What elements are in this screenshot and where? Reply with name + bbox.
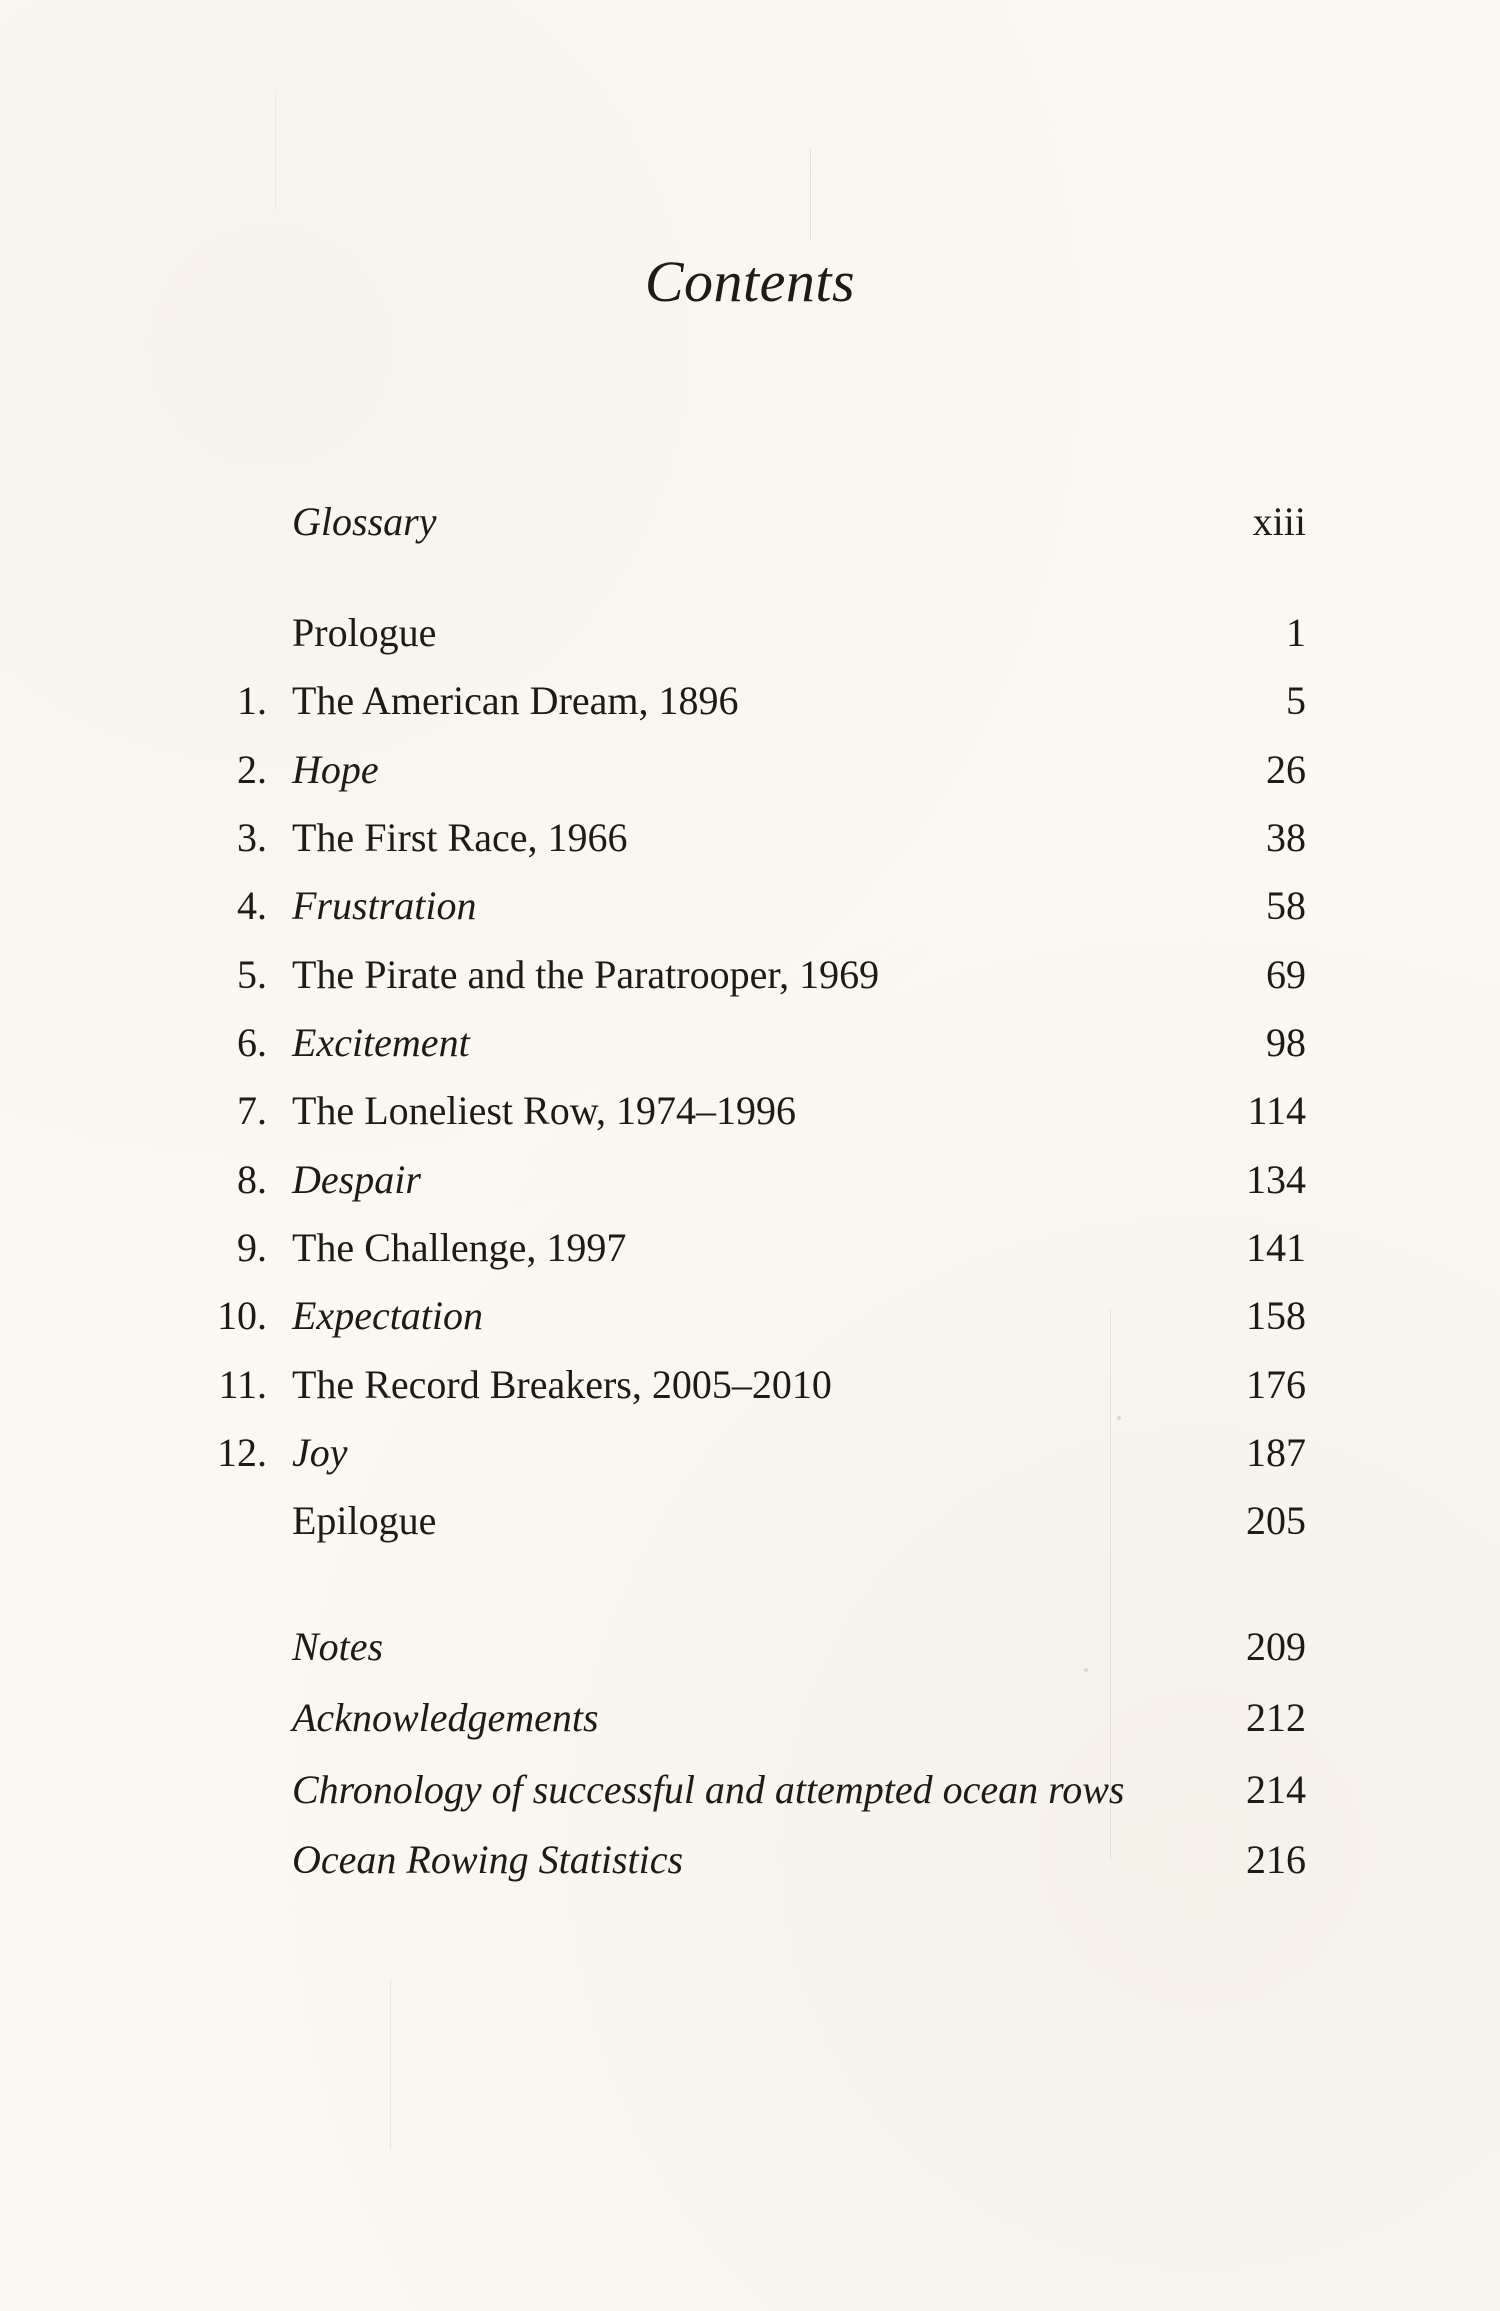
toc-entry-page: 209 bbox=[1246, 1624, 1306, 1669]
toc-entry-chapter-5[interactable] bbox=[0, 945, 1500, 1005]
toc-entry-page: 38 bbox=[1266, 815, 1306, 860]
toc-entry-title: Notes bbox=[292, 1624, 384, 1669]
toc-entry-page: 5 bbox=[1286, 678, 1306, 723]
toc-entry-page: 176 bbox=[1246, 1362, 1306, 1407]
toc-entry-glossary[interactable] bbox=[0, 492, 1500, 552]
toc-entry-chapter-8[interactable] bbox=[0, 1150, 1500, 1210]
toc-entry-chronology[interactable] bbox=[0, 1760, 1500, 1820]
toc-entry-title: Chronology of successful and attempted ocean rows bbox=[292, 1767, 1125, 1812]
toc-entry-chapter-12[interactable] bbox=[0, 1423, 1500, 1483]
toc-chapter-number: 9. bbox=[237, 1225, 267, 1270]
toc-entry-chapter-7[interactable] bbox=[0, 1081, 1500, 1141]
toc-entry-page: 187 bbox=[1246, 1430, 1306, 1475]
toc-entry-title: Acknowledgements bbox=[292, 1695, 599, 1740]
toc-entry-title: The Record Breakers, 2005–2010 bbox=[292, 1362, 832, 1407]
toc-entry-chapter-6[interactable] bbox=[0, 1013, 1500, 1073]
page-title: Contents bbox=[644, 249, 856, 314]
toc-chapter-number: 2. bbox=[237, 747, 267, 792]
toc-entry-acknowledgements[interactable] bbox=[0, 1688, 1500, 1748]
toc-chapter-number: 1. bbox=[237, 678, 267, 723]
toc-entry-title: Prologue bbox=[292, 610, 437, 655]
toc-entry-chapter-3[interactable] bbox=[0, 808, 1500, 868]
toc-entry-title: Excitement bbox=[292, 1020, 470, 1065]
toc-entry-page: 212 bbox=[1246, 1695, 1306, 1740]
toc-entry-page: 58 bbox=[1266, 883, 1306, 928]
toc-entry-statistics[interactable] bbox=[0, 1830, 1500, 1890]
toc-chapter-number: 4. bbox=[237, 883, 267, 928]
toc-entry-title: Hope bbox=[292, 747, 379, 792]
toc-entry-prologue[interactable] bbox=[0, 603, 1500, 663]
toc-entry-page: 134 bbox=[1246, 1157, 1306, 1202]
toc-entry-title: The Pirate and the Paratrooper, 1969 bbox=[292, 952, 880, 997]
toc-chapter-number: 6. bbox=[237, 1020, 267, 1065]
paper-speck bbox=[1117, 1416, 1121, 1420]
paper-crease bbox=[810, 150, 811, 240]
toc-entry-title: Joy bbox=[292, 1430, 348, 1475]
toc-entry-page: 26 bbox=[1266, 747, 1306, 792]
toc-chapter-number: 3. bbox=[237, 815, 267, 860]
toc-entry-page: 214 bbox=[1246, 1767, 1306, 1812]
toc-entry-notes[interactable] bbox=[0, 1617, 1500, 1677]
toc-entry-page: 216 bbox=[1246, 1837, 1306, 1882]
toc-entry-title: The First Race, 1966 bbox=[292, 815, 628, 860]
toc-entry-page: 158 bbox=[1246, 1293, 1306, 1338]
toc-entry-page: 98 bbox=[1266, 1020, 1306, 1065]
toc-entry-page: 69 bbox=[1266, 952, 1306, 997]
toc-entry-chapter-11[interactable] bbox=[0, 1355, 1500, 1415]
toc-entry-page: xiii bbox=[1252, 499, 1306, 544]
toc-entry-epilogue[interactable] bbox=[0, 1491, 1500, 1551]
paper-crease bbox=[390, 1980, 391, 2150]
toc-entry-title: Despair bbox=[292, 1157, 421, 1202]
toc-entry-title: Glossary bbox=[292, 499, 437, 544]
toc-chapter-number: 11. bbox=[218, 1362, 267, 1407]
toc-chapter-number: 5. bbox=[237, 952, 267, 997]
toc-chapter-number: 8. bbox=[237, 1157, 267, 1202]
toc-entry-title: Epilogue bbox=[292, 1498, 437, 1543]
toc-entry-title: The Loneliest Row, 1974–1996 bbox=[292, 1088, 797, 1133]
toc-entry-title: Ocean Rowing Statistics bbox=[292, 1837, 684, 1882]
toc-chapter-number: 7. bbox=[237, 1088, 267, 1133]
toc-entry-chapter-10[interactable] bbox=[0, 1286, 1500, 1346]
toc-chapter-number: 12. bbox=[217, 1430, 267, 1475]
toc-entry-title: The Challenge, 1997 bbox=[292, 1225, 627, 1270]
toc-entry-title: Frustration bbox=[292, 883, 477, 928]
toc-entry-title: Expectation bbox=[292, 1293, 484, 1338]
toc-entry-chapter-9[interactable] bbox=[0, 1218, 1500, 1278]
toc-entry-chapter-4[interactable] bbox=[0, 876, 1500, 936]
toc-chapter-number: 10. bbox=[217, 1293, 267, 1338]
toc-entry-chapter-1[interactable] bbox=[0, 671, 1500, 731]
toc-entry-page: 114 bbox=[1247, 1088, 1306, 1133]
toc-entry-chapter-2[interactable] bbox=[0, 740, 1500, 800]
toc-entry-page: 141 bbox=[1246, 1225, 1306, 1270]
toc-entry-title: The American Dream, 1896 bbox=[292, 678, 739, 723]
paper-crease bbox=[275, 90, 276, 210]
toc-entry-page: 1 bbox=[1286, 610, 1306, 655]
toc-entry-page: 205 bbox=[1246, 1498, 1306, 1543]
